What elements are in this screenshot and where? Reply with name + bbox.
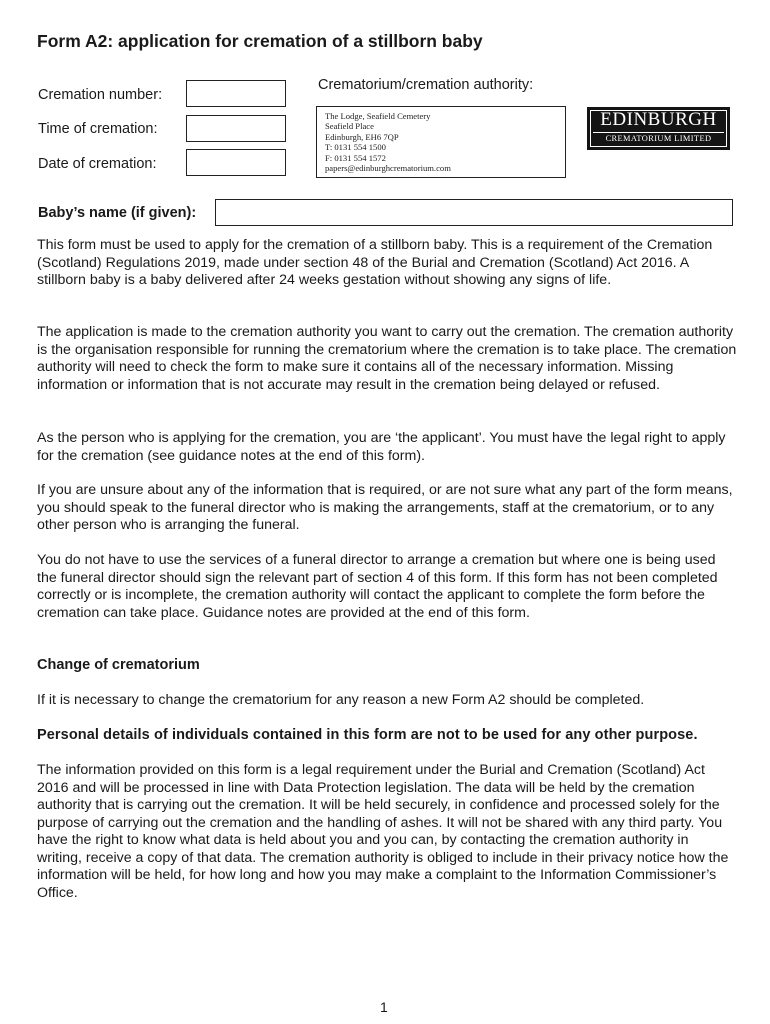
address-line: Edinburgh, EH6 7QP: [325, 131, 399, 142]
time-of-cremation-field[interactable]: [186, 115, 286, 142]
cremation-number-field[interactable]: [186, 80, 286, 107]
paragraph: This form must be used to apply for the cremation of a stillborn baby. This is a requirement of the Cremation (Scotland) Regulations 2019, made under section 48 of the Burial and Cremation (Scotland) Act 2016. A stillborn baby is a baby delivered after 24 weeks gestation without showing any signs of life.: [37, 237, 713, 288]
edinburgh-crematorium-logo: [587, 107, 730, 150]
paragraph: If you are unsure about any of the information that is required, or are not sure what any part of the form means, you should speak to the funeral director who is making the arrangements, staff at the crematorium, or to any other person who is arranging the funeral.: [37, 482, 733, 533]
funeral-director-paragraph: [37, 552, 737, 622]
change-of-crematorium-heading: Change of crematorium: [37, 657, 200, 673]
crematorium-authority-label: Crematorium/cremation authority:: [318, 77, 534, 93]
personal-details-heading: Personal details of individuals contained in this form are not to be used for any other purpose.: [37, 727, 698, 743]
baby-name-label: Baby’s name (if given):: [38, 205, 197, 221]
cremation-number-label: Cremation number:: [38, 87, 163, 103]
logo-divider: [593, 132, 724, 133]
intro-paragraph: [37, 237, 737, 290]
paragraph: The application is made to the cremation authority you want to carry out the cremation. The cremation authority is the organisation responsible for running the crematorium where the cremation is to take place. The cremation authority will need to check the form to make sure it contains all of the necessary information. Missing information or information that is not accurate may result in the cremation being delayed or refused.: [37, 324, 737, 393]
change-of-crematorium-text: If it is necessary to change the crematorium for any reason a new Form A2 should be completed.: [37, 692, 645, 708]
unsure-paragraph: [37, 482, 737, 535]
date-of-cremation-label: Date of cremation:: [38, 156, 157, 172]
page-number: 1: [380, 999, 388, 1015]
applicant-paragraph: [37, 430, 737, 465]
address-line: T: 0131 554 1500: [325, 142, 386, 153]
address-line: The Lodge, Seafield Cemetery: [325, 111, 431, 121]
logo-main-text: EDINBURGH: [600, 109, 717, 130]
address-line: papers@edinburghcrematorium.com: [325, 163, 451, 174]
application-paragraph: [37, 324, 737, 394]
logo-sub-text: CREMATORIUM LIMITED: [605, 134, 712, 143]
date-of-cremation-field[interactable]: [186, 149, 286, 176]
paragraph: As the person who is applying for the cremation, you are ‘the applicant’. You must have the legal right to apply for the cremation (see guidance notes at the end of this form).: [37, 430, 726, 464]
crematorium-address-box: [316, 106, 566, 178]
baby-name-field[interactable]: [215, 199, 733, 226]
page-title: Form A2: application for cremation of a stillborn baby: [37, 31, 483, 51]
address-line: F: 0131 554 1572: [325, 152, 386, 163]
paragraph: You do not have to use the services of a funeral director to arrange a cremation but where one is being used the funeral director should sign the relevant part of section 4 of this form. If this form has not been completed correctly or is incomplete, the cremation authority will contact the applicant to complete the form before the cremation can take place. Guidance notes are provided at the end of this form.: [37, 552, 718, 621]
data-protection-paragraph: The information provided on this form is a legal requirement under the Burial and Cremation (Scotland) Act 2016 and will be processed in line with Data Protection legislation. The data will be held by the cremation authority that is carrying out the cremation. It will be held securely, in confidence and processed solely for the purpose of carrying out the cremation and the handling of ashes. It will not be shared with any third party. You have the right to know what data is held about you and you can, by contacting the cremation authority in writing, receive a copy of that data. The cremation authority is obliged to include in their privacy notice how the information will be held, for how long and how you may make a complaint to the Information Commissioner’s Office.: [37, 762, 729, 901]
time-of-cremation-label: Time of cremation:: [38, 121, 158, 137]
address-line: Seafield Place: [325, 121, 374, 132]
